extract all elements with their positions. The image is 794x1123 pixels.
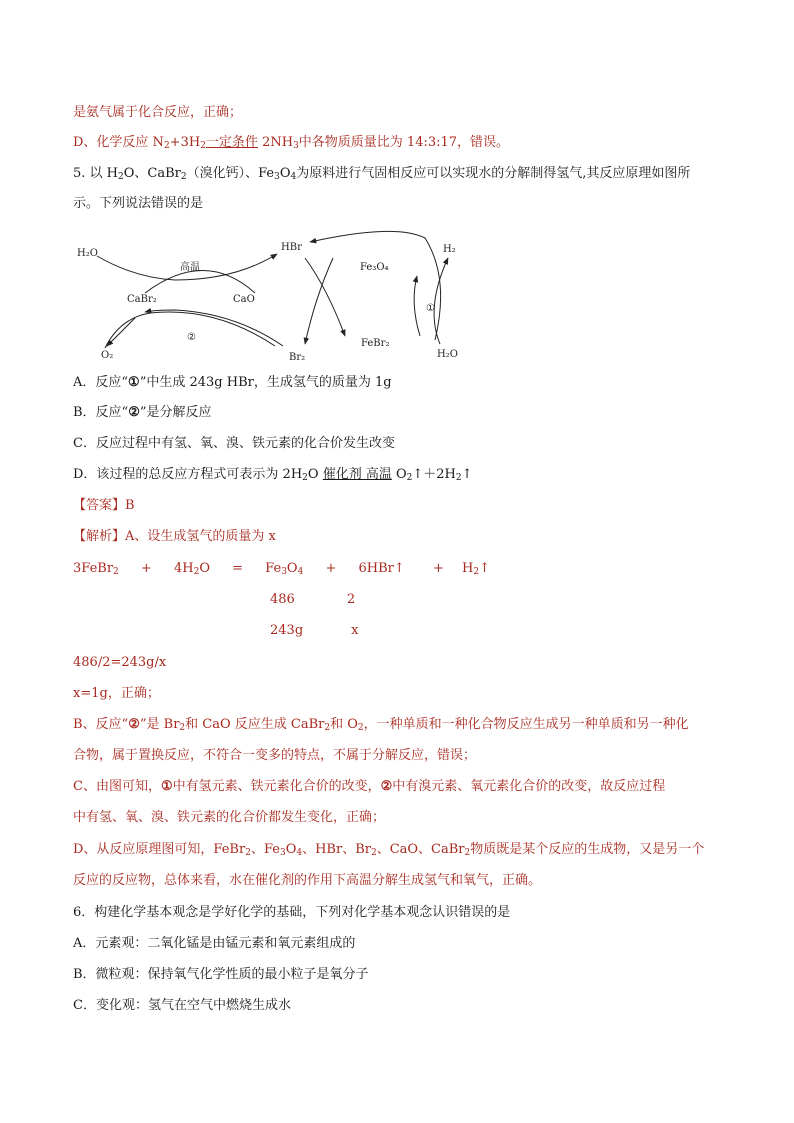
label-cao: CaO <box>233 294 255 305</box>
arrow-br2-to-cabr2 <box>145 310 283 346</box>
label-circle2: ② <box>187 332 196 343</box>
analysis-b: B、反应“②”是 $Br_2$和 CaO 反应生成 CaBr$_2$和 $O_2$，一种单质和一种化合物反应生成另一种单质和另一种化 <box>73 717 689 733</box>
label-fe3o4: Fe₃O₄ <box>360 262 389 273</box>
ratio-row-1: 486 2 <box>270 592 356 607</box>
question-6-stem: 6．构建化学基本观念是学好化学的基础，下列对化学基本观念认识错误的是 <box>73 905 511 920</box>
label-circle1: ① <box>426 303 435 314</box>
analysis-d: D、从反应原理图可知，FeBr$_2$、$Fe_3O_4$、HBr、$Br_2$、CaO、CaBr$_2$物质既是某个反应的生成物，又是另一个 <box>73 842 705 858</box>
text-line: 是氨气属于化合反应，正确； <box>73 105 243 120</box>
q6-option-b: B．微粒观：保持氧气化学性质的最小粒子是氧分子 <box>73 967 369 982</box>
answer: 【答案】B <box>73 498 135 513</box>
arrow-to-o2 <box>107 318 135 346</box>
q6-option-c: C．变化观：氢气在空气中燃烧生成水 <box>73 998 291 1013</box>
reaction-diagram <box>65 218 485 368</box>
label-cabr2: CaBr₂ <box>127 294 157 305</box>
analysis-head: 【解析】A、设生成氢气的质量为 x <box>73 529 276 544</box>
arrow-hbr-to-febr2 <box>305 258 345 336</box>
label-gaowen: 高温 <box>180 262 200 273</box>
label-febr2: FeBr₂ <box>361 338 390 349</box>
ratio-row-2: 243g x <box>270 623 359 638</box>
option-a: A．反应“①”中生成 243g HBr，生成氢气的质量为 1g <box>73 375 392 390</box>
label-h2: H₂ <box>443 244 456 255</box>
analysis-c: C、由图可知，①中有氢元素、铁元素化合价的改变，②中有溴元素、氧元素化合价的改变，故反应过程 <box>73 779 666 794</box>
arrow-cycle-to-hbr <box>310 231 441 340</box>
label-br2: Br₂ <box>289 352 306 363</box>
question-5-stem-cont: 示。下列说法错误的是 <box>73 196 204 211</box>
label-o2: O₂ <box>101 350 114 361</box>
arrow-fe3o4-to-br2 <box>305 258 333 344</box>
analysis-b-cont: 合物，属于置换反应，不符合一变多的特点，不属于分解反应，错误； <box>73 748 477 763</box>
result-line: x=1g，正确； <box>73 686 160 701</box>
analysis-c-cont: 中有氢、氧、溴、铁元素的化合价都发生变化，正确； <box>73 810 386 825</box>
text-line: D、化学反应 $N_2+3H_2$一定条件 $2NH_3$中各物质质量比为 14:3:17，错误。 <box>73 135 510 151</box>
arrow-cabr2-to-cao <box>145 271 255 294</box>
analysis-d-cont: 反应的反应物，总体来看，水在催化剂的作用下高温分解生成氢气和氧气，正确。 <box>73 873 542 888</box>
option-c: C．反应过程中有氢、氧、溴、铁元素的化合价发生改变 <box>73 436 395 451</box>
question-5-stem: 5. 以 $H_2O$、CaBr$_2$（溴化钙）、$Fe_3O_4$为原料进行气固相反应可以实现水的分解制得氢气,其反应原理如图所 <box>73 166 691 182</box>
q6-option-a: A．元素观：二氧化锰是由锰元素和氧元素组成的 <box>73 936 356 951</box>
equation: 3FeBr$_2$ + $4H_2O = Fe_3O_4$ + 6HBr↑ + $H_2↑$ <box>73 561 490 577</box>
label-h2o-left: H₂O <box>77 248 98 259</box>
option-d: D．该过程的总反应方程式可表示为 $2H_2O$ 催化剂 高温 $O_2↑+2H_2↑$ <box>73 467 473 483</box>
arrow-febr2-to-fe3o4 <box>414 276 420 336</box>
label-hbr: HBr <box>281 242 302 253</box>
label-h2o-right: H₂O <box>437 349 458 360</box>
calc-line: 486/2=243g/x <box>73 655 167 670</box>
reaction-condition: 一定条件 <box>205 135 258 150</box>
option-b: B．反应“②”是分解反应 <box>73 405 212 420</box>
